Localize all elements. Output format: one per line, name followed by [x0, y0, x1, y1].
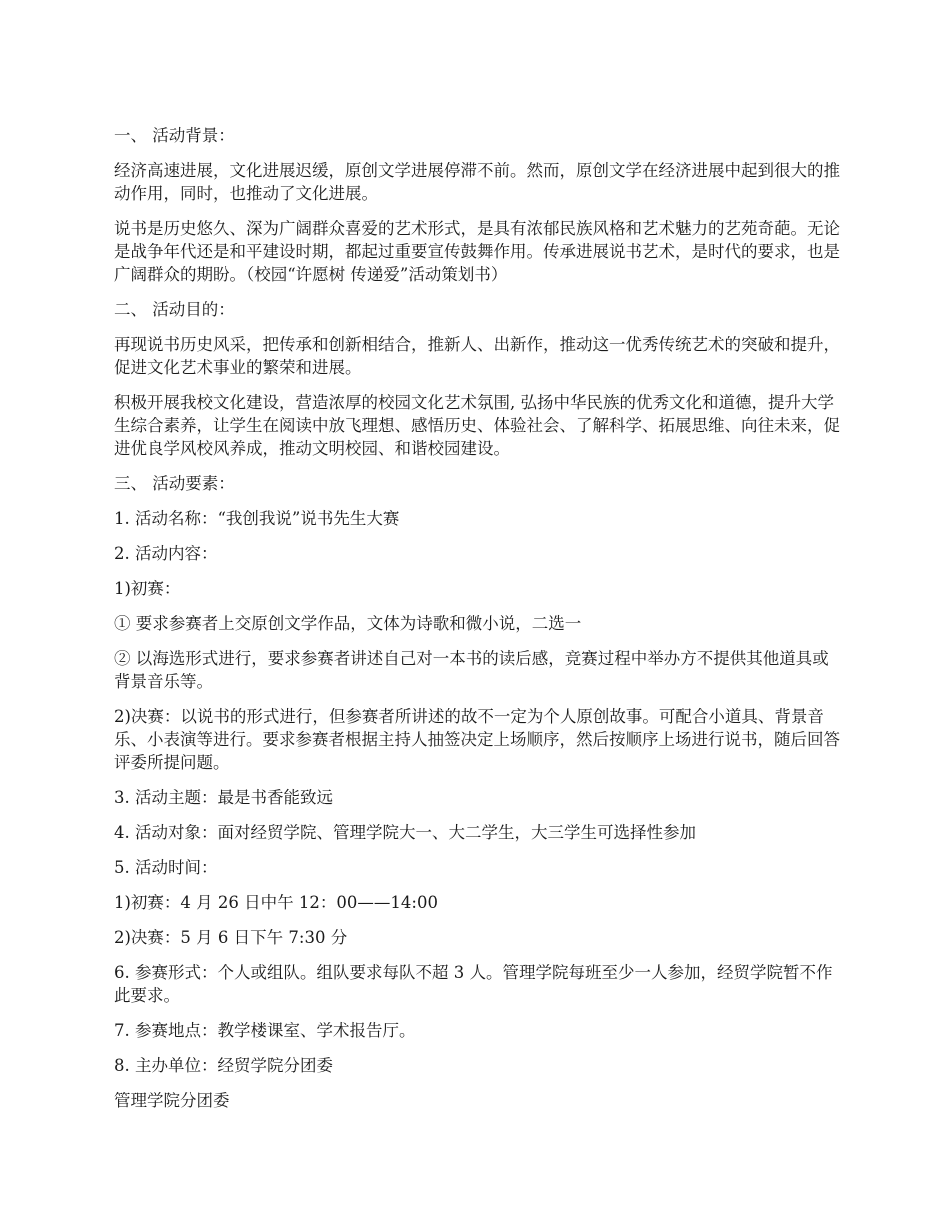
item-venue: 7. 参赛地点：教学楼课室、学术报告厅。	[114, 1021, 416, 1040]
item-preliminary-rule-1: ① 要求参赛者上交原创文学作品，文体为诗歌和微小说，二选一	[114, 614, 582, 633]
paragraph-background-1: 经济高速进展，文化进展迟缓，原创文学进展停滞不前。然而，原创文学在经济进展中起到很大的推动作用，同时，也推动了文化进展。	[114, 161, 840, 203]
item-activity-content: 2. 活动内容：	[114, 544, 218, 563]
item-participation-format: 6. 参赛形式：个人或组队。组队要求每队不超 3 人。管理学院每班至少一人参加，经贸学院暂不作此要求。	[114, 963, 833, 1005]
item-final: 2)决赛：以说书的形式进行，但参赛者所讲述的故不一定为个人原创故事。可配合小道具、背景音乐、小表演等进行。要求参赛者根据主持人抽签决定上场顺序，然后按顺序上场进行说书，随后回答评委所提问题。	[114, 707, 840, 772]
item-time-final: 2)决赛：5 月 6 日下午 7:30 分	[114, 928, 348, 947]
item-time-preliminary: 1)初赛：4 月 26 日中午 12：00——14:00	[114, 893, 438, 912]
section-heading-background: 一、 活动背景：	[114, 126, 235, 145]
document-body	[114, 124, 842, 1124]
item-activity-time: 5. 活动时间：	[114, 858, 218, 877]
paragraph-purpose-1: 再现说书历史风采，把传承和创新相结合，推新人、出新作，推动这一优秀传统艺术的突破和提升，促进文化艺术事业的繁荣和进展。	[114, 335, 840, 377]
item-organizer-2: 管理学院分团委	[114, 1091, 230, 1110]
section-heading-purpose: 二、 活动目的：	[114, 300, 235, 319]
item-preliminary-rule-2: ② 以海选形式进行，要求参赛者讲述自己对一本书的读后感，竞赛过程中举办方不提供其他道具或背景音乐等。	[114, 649, 829, 691]
paragraph-background-2: 说书是历史悠久、深为广阔群众喜爱的艺术形式，是具有浓郁民族风格和艺术魅力的艺苑奇葩。无论是战争年代还是和平建设时期，都起过重要宣传鼓舞作用。传承进展说书艺术，是时代的要求，也是广阔群众的期盼。（校园“许愿树 传递爱”活动策划书）	[114, 219, 840, 284]
section-heading-elements: 三、 活动要素：	[114, 474, 235, 493]
paragraph-purpose-2: 积极开展我校文化建设，营造浓厚的校园文化艺术氛围, 弘扬中华民族的优秀文化和道德，提升大学生综合素养，让学生在阅读中放飞理想、感悟历史、体验社会、了解科学、拓展思维、向往未来，促进优良学风校风养成，推动文明校园、和谐校园建设。	[114, 393, 840, 458]
item-preliminary: 1)初赛：	[114, 579, 181, 598]
item-organizer: 8. 主办单位：经贸学院分团委	[114, 1056, 333, 1075]
item-activity-name: 1. 活动名称：“我创我说”说书先生大赛	[114, 509, 400, 528]
item-activity-theme: 3. 活动主题：最是书香能致远	[114, 788, 333, 807]
item-activity-audience: 4. 活动对象：面对经贸学院、管理学院大一、大二学生，大三学生可选择性参加	[114, 823, 696, 842]
